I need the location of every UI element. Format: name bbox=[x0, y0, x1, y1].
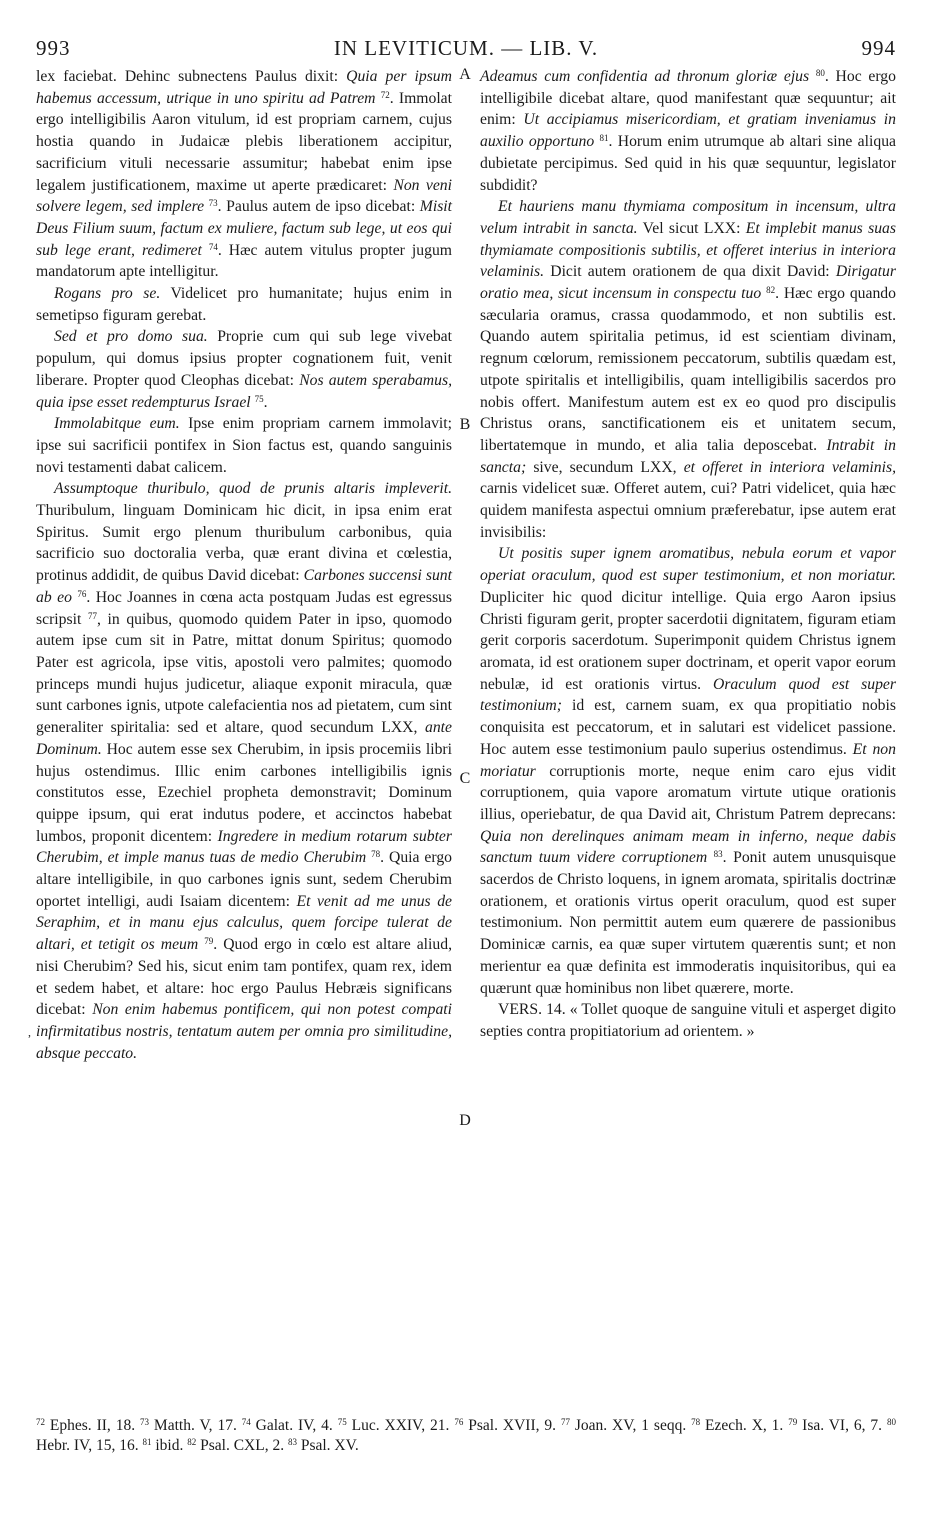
margin-marker: B bbox=[459, 416, 471, 433]
verse-paragraph: VERS. 14. « Tollet quoque de sanguine vituli et asperget digito septies contra propitiatorium ad orientem. » bbox=[480, 1001, 896, 1040]
page-number-right: 994 bbox=[861, 36, 896, 60]
left-column bbox=[36, 66, 452, 1064]
margin-marker: D bbox=[459, 1112, 471, 1129]
margin-marker: C bbox=[459, 770, 471, 787]
right-column bbox=[480, 66, 896, 1043]
running-title: IN LEVITICUM. — LIB. V. bbox=[333, 36, 599, 60]
paragraph: Adeamus cum confidentia ad thronum gloriæ ejus $^{80}$. Hoc ergo intelligibile dicebat altare, quod manifestant quæ sequuntur; ait enim: Ut accipiamus misericordiam, et gratiam inveniamus in auxilio opportuno $^{81}$. Horum enim utrumque ab altari sine aliqua dubietate percipimus. Sed quid in his quæ sequuntur, legislator subdidit? bbox=[480, 68, 896, 194]
paragraph: Ut positis super ignem aromatibus, nebula eorum et vapor operiat oraculum, quod est super testimonium, et non moriatur. Dupliciter hic quod dicitur intellige. Quia ergo Aaron ipsius Christi figuram gerit, propter sacerdotii dignitatem, figuram etiam gerit corporis sacerdotum. Superimponit quidem Christus ignem aromata, id est orationem super doctrinam, et operit vapor eorum nebulæ, id est orationis virtus. Oraculum quod est super testimonium; id est, carnem suam, ex qua propitiatio nobis conquisita est peccatorum, et in salutari est videlicet passione. Hoc autem esse testimonium paulo superius ostendimus. Et non moriatur corruptionis morte, neque enim caro ejus vidit corruptionem, quia vapore aromatum virtute utique orationis illius, operiebatur, de qua David ait, Christum Patrem deprecans: Quia non derelinques animam meam in inferno, neque dabis sanctum tuum videre corruptionem $^{83}$. Ponit autem unusquisque sacerdos de Christo loquens, in ignem aromata, spiritalis doctrinæ orationem, et orationis virtus operit oraculum, quod est super testimonium. Non permittit autem eum quærere de passionibus Dominicæ carnis, ea quæ super virtutem quærentis sunt; et non merientur ea quæ definita est immoderatis inquisitoribus, qui ea quærunt quæ hominibus non libet quærere, morte. bbox=[480, 545, 896, 997]
footnotes: $^{72}$ Ephes. II, 18. $^{73}$ Matth. V, 17. $^{74}$ Galat. IV, 4. $^{75}$ Luc. XXIV, 21. $^{76}$ Psal. XVII, 9. $^{77}$ Joan. XV, 1 seqq. $^{78}$ Ezech. X, 1. $^{79}$ Isa. VI, 6, 7. $^{80}$ Hebr. IV, 15, 16. $^{81}$ ibid. $^{82}$ Psal. CXL, 2. $^{83}$ Psal. XV. bbox=[36, 1417, 896, 1454]
paragraph: Sed et pro domo sua. Proprie cum qui sub lege vivebat populum, qui domus ipsius propter cognationem fuit, venit liberare. Propter quod Cleophas dicebat: Nos autem sperabamus, quia ipse esset redempturus Israel $^{75}$. bbox=[36, 328, 452, 411]
paragraph: Assumptoque thuribulo, quod de prunis altaris impleverit. Thuribulum, linguam Dominicam hic dicit, in ipsa enim erat Spiritus. Sumit ergo plenum thuribulum carbonibus, quia sacrificio suo doctoralia verba, quæ erant divina et cœlestia, protinus addidit, de quibus David dicebat: Carbones succensi sunt ab eo $^{76}$. Hoc Joannes in cœna acta postquam Judas est egressus scripsit $^{77}$, in quibus, quomodo quidem Pater in ipso, quomodo autem ipse cum sit in Patre, mittat donum Spiritus; quomodo Pater est agricola, ipse vitis, apostoli vero palmites; quomodo princeps mundi hujus judicetur, aliaque exponit miracula, quæ sunt carbones ignis, utpote calefacientia nos ad pietatem, cum sint generaliter spiritalia: sed et altare, quod secundum LXX, ante Dominum. Hoc autem esse sex Cherubim, in ipsis procemiis libri hujus ostendimus. Illic enim carbones intelligibilis ignis constitutos esse, Ezechiel propheta demonstravit; Dominum quippe ipsum, qui erat indutus podere, et accinctos habebat lumbos, proponit dicentem: Ingredere in medium rotarum subter Cherubim, et imple manus tuas de medio Cherubim $^{78}$. Quia ergo altare intelligibile, in quo carbones ignis sunt, sedem Cherubim oportet intelligi, audi Isaiam dicentem: Et venit ad me unus de Seraphim, et in manu ejus calculus, quem forcipe tulerat de altari, et tetigit os meum $^{79}$. Quod ergo in cœlo est altare aliud, nisi Cherubim? Sed his, sicut enim tam pontifex, quam rex, idem et sedem habet, et altare: hoc ergo Paulus Hebræis significans dicebat: Non enim habemus pontificem, qui non potest compati infirmitatibus nostris, tentatum autem per omnia pro similitudine, absque peccato. bbox=[36, 480, 453, 1062]
page-number-left: 993 bbox=[36, 36, 71, 60]
paragraph: Et hauriens manu thymiama compositum in incensum, ultra velum intrabit in sancta. Vel sicut LXX: Et implebit manus suas thymiamate compositionis subtilis, et offeret interius in interiora velaminis. Dicit autem orationem de qua dixit David: Dirigatur oratio mea, sicut incensum in conspectu tuo $^{82}$. Hæc ergo quando sæcularia oramus, crassa quodammodo, et non subtilis est. Quando autem spiritalia petimus, id est scientiam divinam, regnum cœlorum, remissionem peccatorum, subtilis quædam est, utpote spiritalis et intelligibilis, quam intelligibilis sacerdos pro nobis offert. Manifestum autem est ex eo quod pro discipulis Christus orans, sanctificationem eis et unitatem secum, libertatemque in mundo, et alia talia deposcebat. Intrabit in sancta; sive, secundum LXX, et offeret in interiora velaminis, carnis videlicet suæ. Offeret autem, cui? Patri videlicet, quia hæc quidem manifesta aspectui omnium præferebatur, ipse autem erat invisibilis: bbox=[480, 198, 897, 541]
margin-marker: A bbox=[459, 66, 471, 83]
paragraph: Rogans pro se. Videlicet pro humanitate; hujus enim in semetipso figuram gerebat. bbox=[36, 285, 452, 324]
paragraph: lex faciebat. Dehinc subnectens Paulus dixit: Quia per ipsum habemus accessum, utrique in uno spiritu ad Patrem $^{72}$. Immolat ergo intelligibilis Aaron vitulum, id est propriam carnem, cujus hostia quando in Judaicæ plebis liberationem accipitur, sacrificium vituli necessarie assumitur; habebat enim ipse legalem justificationem, maxime ut aperte prædicaret: Non veni solvere legem, sed implere $^{73}$. Paulus autem de ipso dicebat: Misit Deus Filium suum, factum ex muliere, factum sub lege, ut eos qui sub lege erant, redimeret $^{74}$. Hæc autem vitulus propter jugum mandatorum apte intelligitur. bbox=[36, 68, 453, 281]
page-header bbox=[36, 36, 896, 64]
stray-mark: , bbox=[28, 1025, 31, 1039]
paragraph: Immolabitque eum. Ipse enim propriam carnem immolavit; ipse sui sacrificii pontifex in Sion factus est, quando sanguinis novi testamenti dabat calicem. bbox=[36, 415, 453, 476]
